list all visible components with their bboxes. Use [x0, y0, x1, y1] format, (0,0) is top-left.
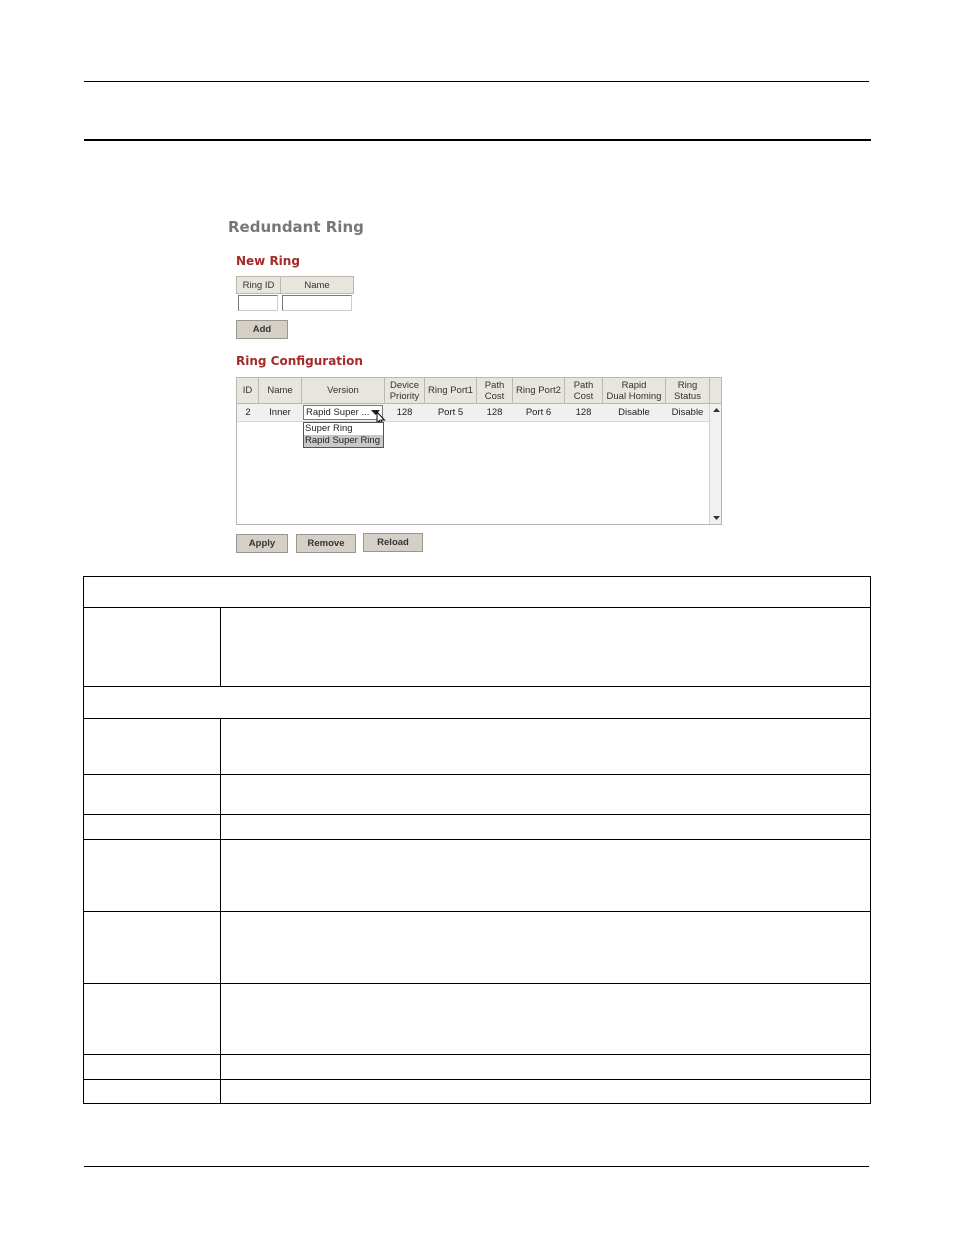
hdr-device-priority-line2: Priority: [389, 390, 420, 402]
ring-id-input[interactable]: [238, 295, 278, 311]
header-rule-thin: [84, 81, 869, 82]
grid-scrollbar[interactable]: [709, 404, 721, 524]
hdr-rapid-dual-homing-line1: Rapid: [621, 379, 647, 391]
hdr-rapid-dual-homing-line2: Dual Homing: [606, 390, 662, 402]
footer-rule: [84, 1166, 869, 1167]
table-divider: [84, 1054, 870, 1055]
row-ring-port1: Port 5: [437, 406, 464, 418]
col-name: Name: [280, 276, 354, 294]
table-divider: [84, 1079, 870, 1080]
hdr-ring-port1: Ring Port1: [424, 377, 477, 404]
table-divider: [84, 839, 870, 840]
page-title: Redundant Ring: [228, 218, 364, 236]
version-dropdown-list: [303, 422, 384, 448]
row-ring-port2: Port 6: [525, 406, 552, 418]
row-path-cost1: 128: [486, 406, 503, 418]
hdr-rapid-dual-homing: [602, 377, 666, 404]
table-divider: [84, 686, 870, 687]
add-button[interactable]: Add: [236, 320, 288, 339]
row-id: 2: [245, 406, 251, 418]
header-rule-thick: [84, 139, 871, 141]
hdr-device-priority: [384, 377, 425, 404]
row-name: Inner: [269, 406, 291, 418]
reload-button[interactable]: Reload: [363, 533, 423, 552]
table-divider: [84, 911, 870, 912]
hdr-path-cost2-line1: Path: [573, 379, 594, 391]
version-option-rapid-super-ring[interactable]: Rapid Super Ring: [304, 435, 383, 447]
hdr-id: ID: [236, 377, 259, 404]
table-divider: [84, 607, 870, 608]
hdr-device-priority-line1: Device: [389, 379, 420, 391]
row-ring-status: Disable: [671, 406, 704, 418]
new-ring-title: New Ring: [236, 254, 300, 268]
row-device-priority: 128: [396, 406, 413, 418]
hdr-path-cost2: [564, 377, 603, 404]
version-option-super-ring[interactable]: Super Ring: [305, 423, 353, 434]
version-select-value: Rapid Super ...: [306, 407, 370, 418]
scroll-up-icon[interactable]: [711, 405, 721, 415]
ring-config-title: Ring Configuration: [236, 354, 363, 368]
hdr-path-cost1: [476, 377, 513, 404]
apply-button[interactable]: Apply: [236, 534, 288, 553]
row-rapid-dual-homing: Disable: [618, 406, 650, 418]
hdr-path-cost1-line1: Path: [484, 379, 505, 391]
table-divider: [84, 983, 870, 984]
hdr-ring-status-line2: Status: [674, 390, 701, 402]
table-divider: [84, 718, 870, 719]
hdr-path-cost1-line2: Cost: [484, 390, 505, 402]
table-divider: [84, 814, 870, 815]
hdr-ring-status: [665, 377, 710, 404]
hdr-path-cost2-line2: Cost: [573, 390, 594, 402]
hdr-version: Version: [301, 377, 385, 404]
table-divider: [84, 774, 870, 775]
table-column-divider: [220, 607, 221, 686]
hdr-scroll-corner: [709, 377, 722, 404]
col-ring-id: Ring ID: [236, 276, 281, 294]
scroll-down-icon[interactable]: [711, 513, 721, 523]
hdr-ring-status-line1: Ring: [677, 379, 698, 391]
field-description-table: [83, 576, 871, 1104]
hdr-name: Name: [258, 377, 302, 404]
row-path-cost2: 128: [575, 406, 592, 418]
version-select[interactable]: [303, 405, 383, 420]
hdr-ring-port2: Ring Port2: [512, 377, 565, 404]
remove-button[interactable]: Remove: [296, 534, 356, 553]
table-column-divider: [220, 718, 221, 1103]
name-input[interactable]: [282, 295, 352, 311]
